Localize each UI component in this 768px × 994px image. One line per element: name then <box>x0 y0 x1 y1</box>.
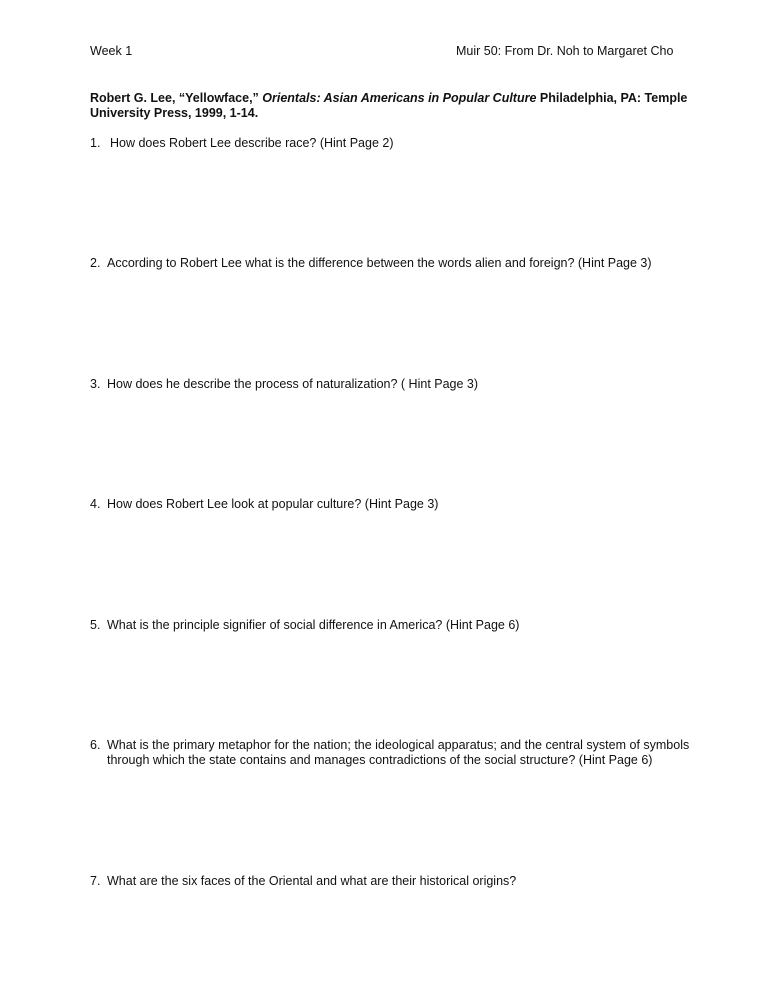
question-text: What is the primary metaphor for the nation; the ideological apparatus; and the central system of symbols through which the state contains and manages contradictions of the social structure? (Hint Page 6) <box>107 738 690 767</box>
question-7 <box>90 874 700 889</box>
question-5 <box>90 618 700 633</box>
question-text: What is the principle signifier of social difference in America? (Hint Page 6) <box>107 618 520 632</box>
question-text: How does he describe the process of naturalization? ( Hint Page 3) <box>107 377 479 391</box>
question-number: 1. <box>90 136 101 150</box>
citation-publisher: Philadelphia, PA: Temple University Press, 1999, 1-14. <box>90 91 688 120</box>
question-number: 6. <box>90 738 101 752</box>
question-2 <box>90 256 700 271</box>
question-number: 3. <box>90 377 101 391</box>
question-1 <box>90 136 700 151</box>
question-number: 2. <box>90 256 101 270</box>
question-4 <box>90 497 700 512</box>
course-title: Muir 50: From Dr. Noh to Margaret Cho <box>456 44 674 58</box>
question-3 <box>90 377 700 392</box>
question-text: What are the six faces of the Oriental and what are their historical origins? <box>107 874 517 888</box>
question-text: How does Robert Lee describe race? (Hint Page 2) <box>110 136 394 150</box>
citation-author: Robert G. Lee, “Yellowface,” <box>90 91 263 105</box>
citation-book-title: Orientals: Asian Americans in Popular Culture <box>262 91 537 105</box>
question-number: 5. <box>90 618 101 632</box>
question-text: According to Robert Lee what is the difference between the words alien and foreign? (Hint Page 3) <box>107 256 652 270</box>
question-number: 4. <box>90 497 101 511</box>
question-6 <box>90 738 700 768</box>
question-number: 7. <box>90 874 101 888</box>
week-label: Week 1 <box>90 44 133 58</box>
question-text: How does Robert Lee look at popular culture? (Hint Page 3) <box>107 497 439 511</box>
reading-citation <box>90 91 700 121</box>
